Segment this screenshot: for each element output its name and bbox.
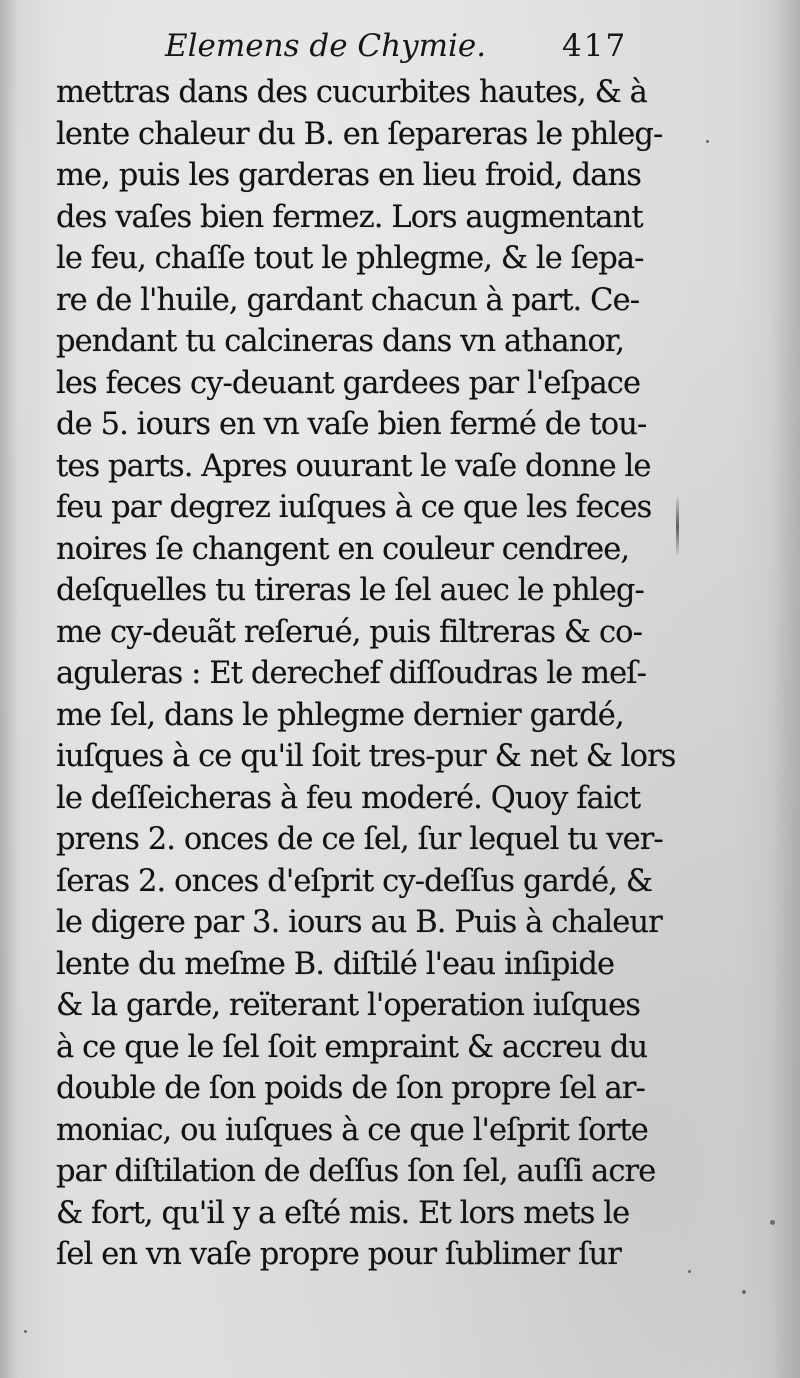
ink-speck (770, 1220, 775, 1225)
text-line: le deſſeicheras à feu moderé. Quoy faict (56, 780, 641, 816)
page-edge-shadow-left (0, 0, 18, 1378)
ink-speck (706, 140, 709, 143)
text-line: iuſques à ce qu'il ſoit tres-pur & net & lors (56, 739, 676, 774)
running-title: Elemens de Chymie. (165, 28, 487, 64)
text-line: de 5. iours en vn vaſe bien fermé de tou- (56, 407, 647, 442)
ink-speck (742, 1290, 746, 1294)
text-line: ſeras 2. onces d'eſprit cy-deſſus gardé, & (56, 863, 653, 899)
page-edge-shadow-right (770, 0, 800, 1378)
text-line: feu par degrez iuſques à ce que les feces (56, 490, 652, 525)
ink-speck (24, 1330, 27, 1333)
text-line: lente du meſme B. diſtilé l'eau inſipide (56, 946, 615, 982)
text-line: par diſtilation de deſſus ſon ſel, auſſi acre (56, 1154, 656, 1189)
text-line: deſquelles tu tireras le ſel auec le phleg- (56, 573, 644, 608)
text-line: me ſel, dans le phlegme dernier gardé, (56, 697, 624, 733)
text-line: & la garde, reïterant l'operation iuſques (56, 988, 640, 1023)
text-line: noires ſe changent en couleur cendree, (56, 531, 630, 567)
ink-speck (688, 1270, 691, 1273)
text-line: double de ſon poids de ſon propre ſel ar- (56, 1071, 645, 1106)
text-line: re de l'huile, gardant chacun à part. Ce- (56, 282, 640, 318)
text-line: me cy-deuãt reſerué, puis filtreras & co- (56, 614, 643, 650)
text-line: aguleras : Et derechef diſſoudras le meſ- (56, 656, 647, 691)
text-line: tes parts. Apres ouurant le vaſe donne le (56, 448, 651, 484)
page-number: 417 (562, 28, 628, 64)
text-line: prens 2. onces de ce ſel, ſur lequel tu ver- (56, 822, 663, 857)
text-line: pendant tu calcineras dans vn athanor, (56, 324, 625, 359)
margin-stroke-mark (676, 498, 679, 554)
text-line: le feu, chaſſe tout le phlegme, & le ſepa- (56, 241, 644, 276)
page-header (150, 20, 650, 80)
text-line: mettras dans des cucurbites hautes, & à (56, 75, 647, 110)
text-line: les feces cy-deuant gardees par l'eſpace (56, 365, 641, 401)
text-line: ſel en vn vaſe propre pour ſublimer ſur (56, 1237, 621, 1272)
text-line: lente chaleur du B. en ſepareras le phleg- (56, 116, 663, 152)
text-line: moniac, ou iuſques à ce que l'eſprit ſorte (56, 1112, 648, 1148)
text-line: des vaſes bien fermez. Lors augmentant (56, 199, 643, 235)
text-line: me, puis les garderas en lieu froid, dans (56, 158, 642, 193)
text-line: le digere par 3. iours au B. Puis à chaleur (56, 905, 662, 940)
text-line: & fort, qu'il y a eſté mis. Et lors mets le (56, 1195, 630, 1231)
body-text (56, 72, 676, 1276)
text-line: à ce que le ſel ſoit empraint & accreu du (56, 1029, 648, 1065)
